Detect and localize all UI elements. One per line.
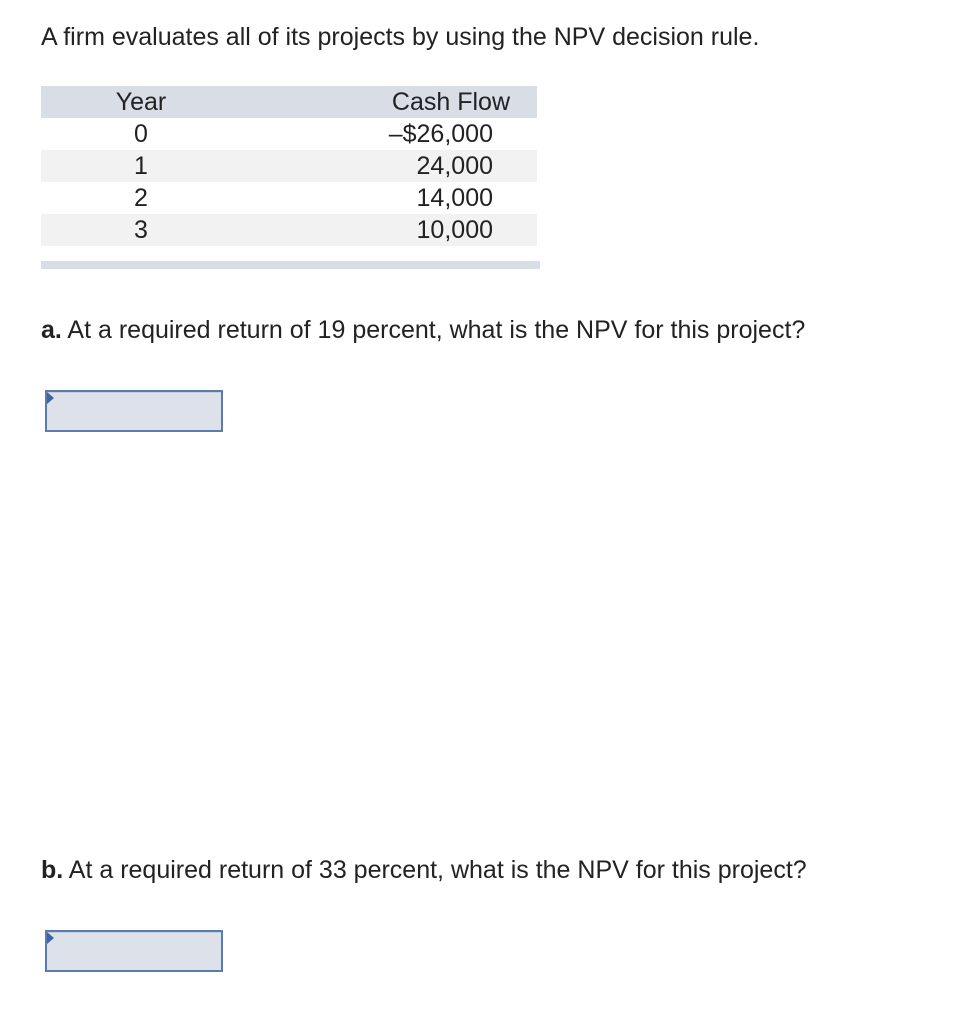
answer-b-input[interactable]	[47, 932, 221, 970]
question-b-label: b.	[41, 856, 64, 884]
table-row	[41, 214, 537, 246]
cash-flow-cell: 10,000	[416, 216, 493, 244]
year-column-header: Year	[115, 88, 167, 116]
year-cell: 1	[134, 152, 148, 180]
year-cell: 0	[134, 120, 148, 148]
answer-a-input[interactable]	[47, 392, 221, 430]
question-b	[41, 853, 807, 887]
cash-flow-column-header: Cash Flow	[391, 88, 510, 116]
problem-intro: A firm evaluates all of its projects by using the NPV decision rule.	[41, 23, 760, 51]
cash-flow-cell: –$26,000	[388, 120, 493, 148]
table-footer-divider	[41, 261, 540, 269]
question-a-label: a.	[41, 316, 62, 344]
year-cell: 3	[134, 216, 148, 244]
question-a-text: At a required return of 19 percent, what is the NPV for this project?	[61, 316, 806, 344]
answer-a-field-container	[45, 390, 223, 432]
cash-flow-table	[41, 86, 537, 246]
answer-b-field-container	[45, 930, 223, 972]
table-row	[41, 118, 537, 150]
year-cell: 2	[134, 184, 148, 212]
table-header-row	[41, 86, 537, 118]
cash-flow-cell: 14,000	[416, 184, 493, 212]
table-row	[41, 182, 537, 214]
question-a	[41, 313, 805, 347]
cash-flow-cell: 24,000	[416, 152, 493, 180]
question-b-text: At a required return of 33 percent, what is the NPV for this project?	[63, 856, 807, 884]
table-row	[41, 150, 537, 182]
